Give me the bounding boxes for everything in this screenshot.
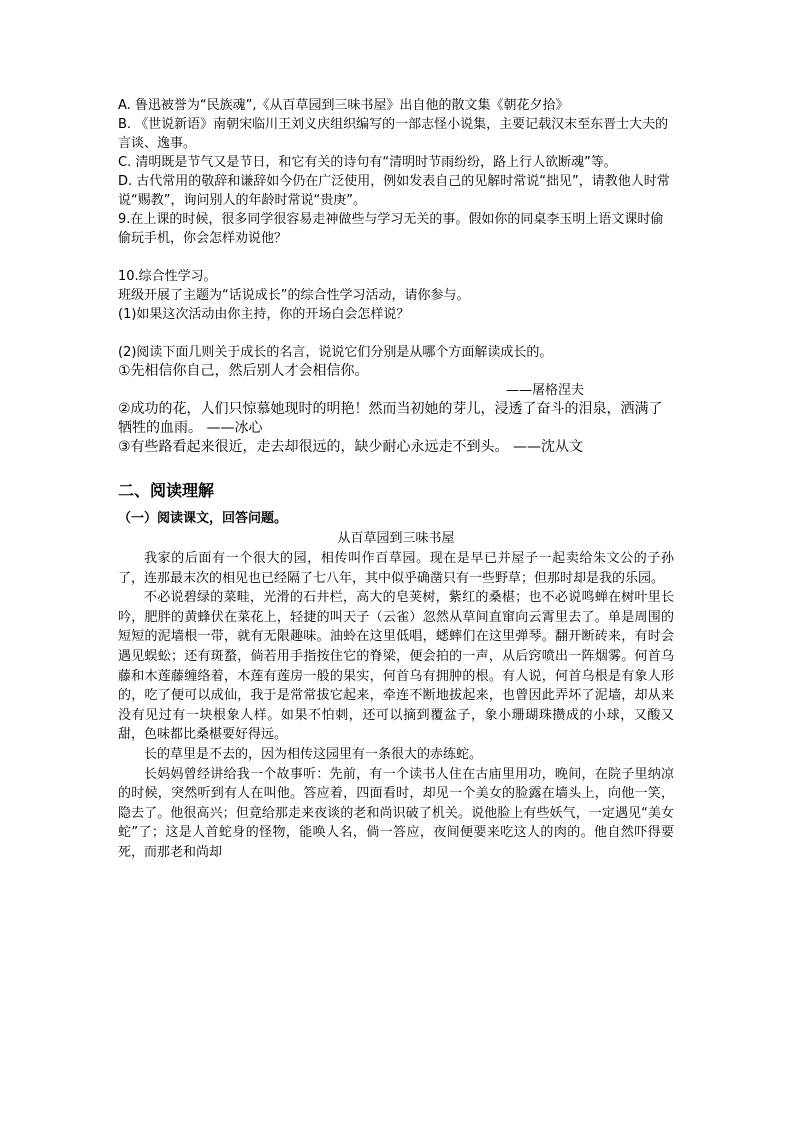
article-paragraph: 不必说碧绿的菜畦，光滑的石井栏，高大的皂荚树，紫红的桑椹；也不必说鸣蝉在树叶里长吟，肥胖的黄蜂伏在菜花上，轻捷的叫天子（云雀）忽然从草间直窜向云霄里去了。单是周围的短短的泥墙根一带，就有无限趣味。油蛉在这里低唱，蟋蟀们在这里弹琴。翻开断砖来，有时会遇见蜈蚣；还有斑蝥，倘若用手指按住它的脊梁，便会拍的一声，从后窍喷出一阵烟雾。何首乌藤和木莲藤缠络着，木莲有莲房一般的果实，何首乌有拥肿的根。有人说，何首乌根是有象人形的，吃了便可以成仙，我于是常常拔它起来，牵连不断地拔起来，也曾因此弄坏了泥墙，却从来没有见过有一块根象人样。如果不怕刺，还可以摘到覆盆子，象小珊瑚珠攒成的小球，又酸又甜，色味都比桑椹要好得远。 — [118, 590, 674, 743]
subsection-title: （一）阅读课文，回答问题。 — [118, 511, 288, 526]
question-10-intro: 班级开展了主题为“话说成长”的综合性学习活动，请你参与。 — [118, 288, 470, 303]
article-paragraph: 长的草里是不去的，因为相传这园里有一条很大的赤练蛇。 — [144, 746, 483, 762]
quote-1-author: ——屠格涅夫 — [505, 383, 584, 398]
quote-3: ③有些路看起来很近，走去却很远的，缺少耐心永远走不到头。 ——沈从文 — [118, 439, 583, 455]
document-page — [118, 96, 674, 863]
question-10-sub2: (2)阅读下面几则关于成长的名言，说说它们分别是从哪个方面解读成长的。 — [118, 345, 553, 360]
question-9: 9.在上课的时候，很多同学很容易走神做些与学习无关的事。假如你的同桌李玉明上语文课时偷偷玩手机，你会怎样劝说他？ — [118, 212, 664, 246]
option-d: D. 古代常用的敬辞和谦辞如今仍在广泛使用，例如发表自己的见解时常说“拙见”，请教他人时常说“赐教”，询问别人的年龄时常说“贵庚”。 — [118, 174, 670, 208]
section-title: 二、阅读理解 — [118, 481, 215, 500]
option-c: C. 清明既是节气又是节日，和它有关的诗句有“清明时节雨纷纷，路上行人欲断魂”等。 — [118, 155, 617, 170]
option-b: B. 《世说新语》南朝宋临川王刘义庆组织编写的一部志怪小说集，主要记载汉末至东晋士大夫的言谈、逸事。 — [118, 117, 669, 151]
answer-space — [118, 324, 674, 343]
question-10-title: 10.综合性学习。 — [118, 269, 217, 284]
article-paragraph: 长妈妈曾经讲给我一个故事听：先前，有一个读书人住在古庙里用功，晚间，在院子里纳凉的时候，突然听到有人在叫他。答应着，四面看时，却见一个美女的脸露在墙头上，向他一笑，隐去了。他很高兴；但竟给那走来夜谈的老和尚识破了机关。说他脸上有些妖气，一定遇见“美女蛇”了；这是人首蛇身的怪物，能唤人名，倘一答应，夜间便要来吃这人的肉的。他自然吓得要死，而那老和尚却 — [118, 766, 674, 860]
article-paragraph: 我家的后面有一个很大的园，相传叫作百草园。现在是早已并屋子一起卖给朱文公的子孙了，连那最末次的相见也已经隔了七八年，其中似乎确凿只有一些野草；但那时却是我的乐园。 — [118, 551, 674, 586]
article-title: 从百草园到三味书屋 — [337, 531, 455, 546]
option-a: A. 鲁迅被誉为“民族魂”,《从百草园到三味书屋》出自他的散文集《朝花夕拾》 — [118, 98, 569, 113]
question-10-sub1: (1)如果这次活动由你主持，你的开场白会怎样说？ — [118, 307, 410, 322]
quote-1: ①先相信你自己，然后别人才会相信你。 — [118, 363, 369, 379]
answer-space — [118, 248, 674, 267]
quote-2: ②成功的花，人们只惊慕她现时的明艳！然而当初她的芽儿，浸透了奋斗的泪泉，洒满了牺牲的血雨。 ——冰心 — [118, 401, 663, 436]
